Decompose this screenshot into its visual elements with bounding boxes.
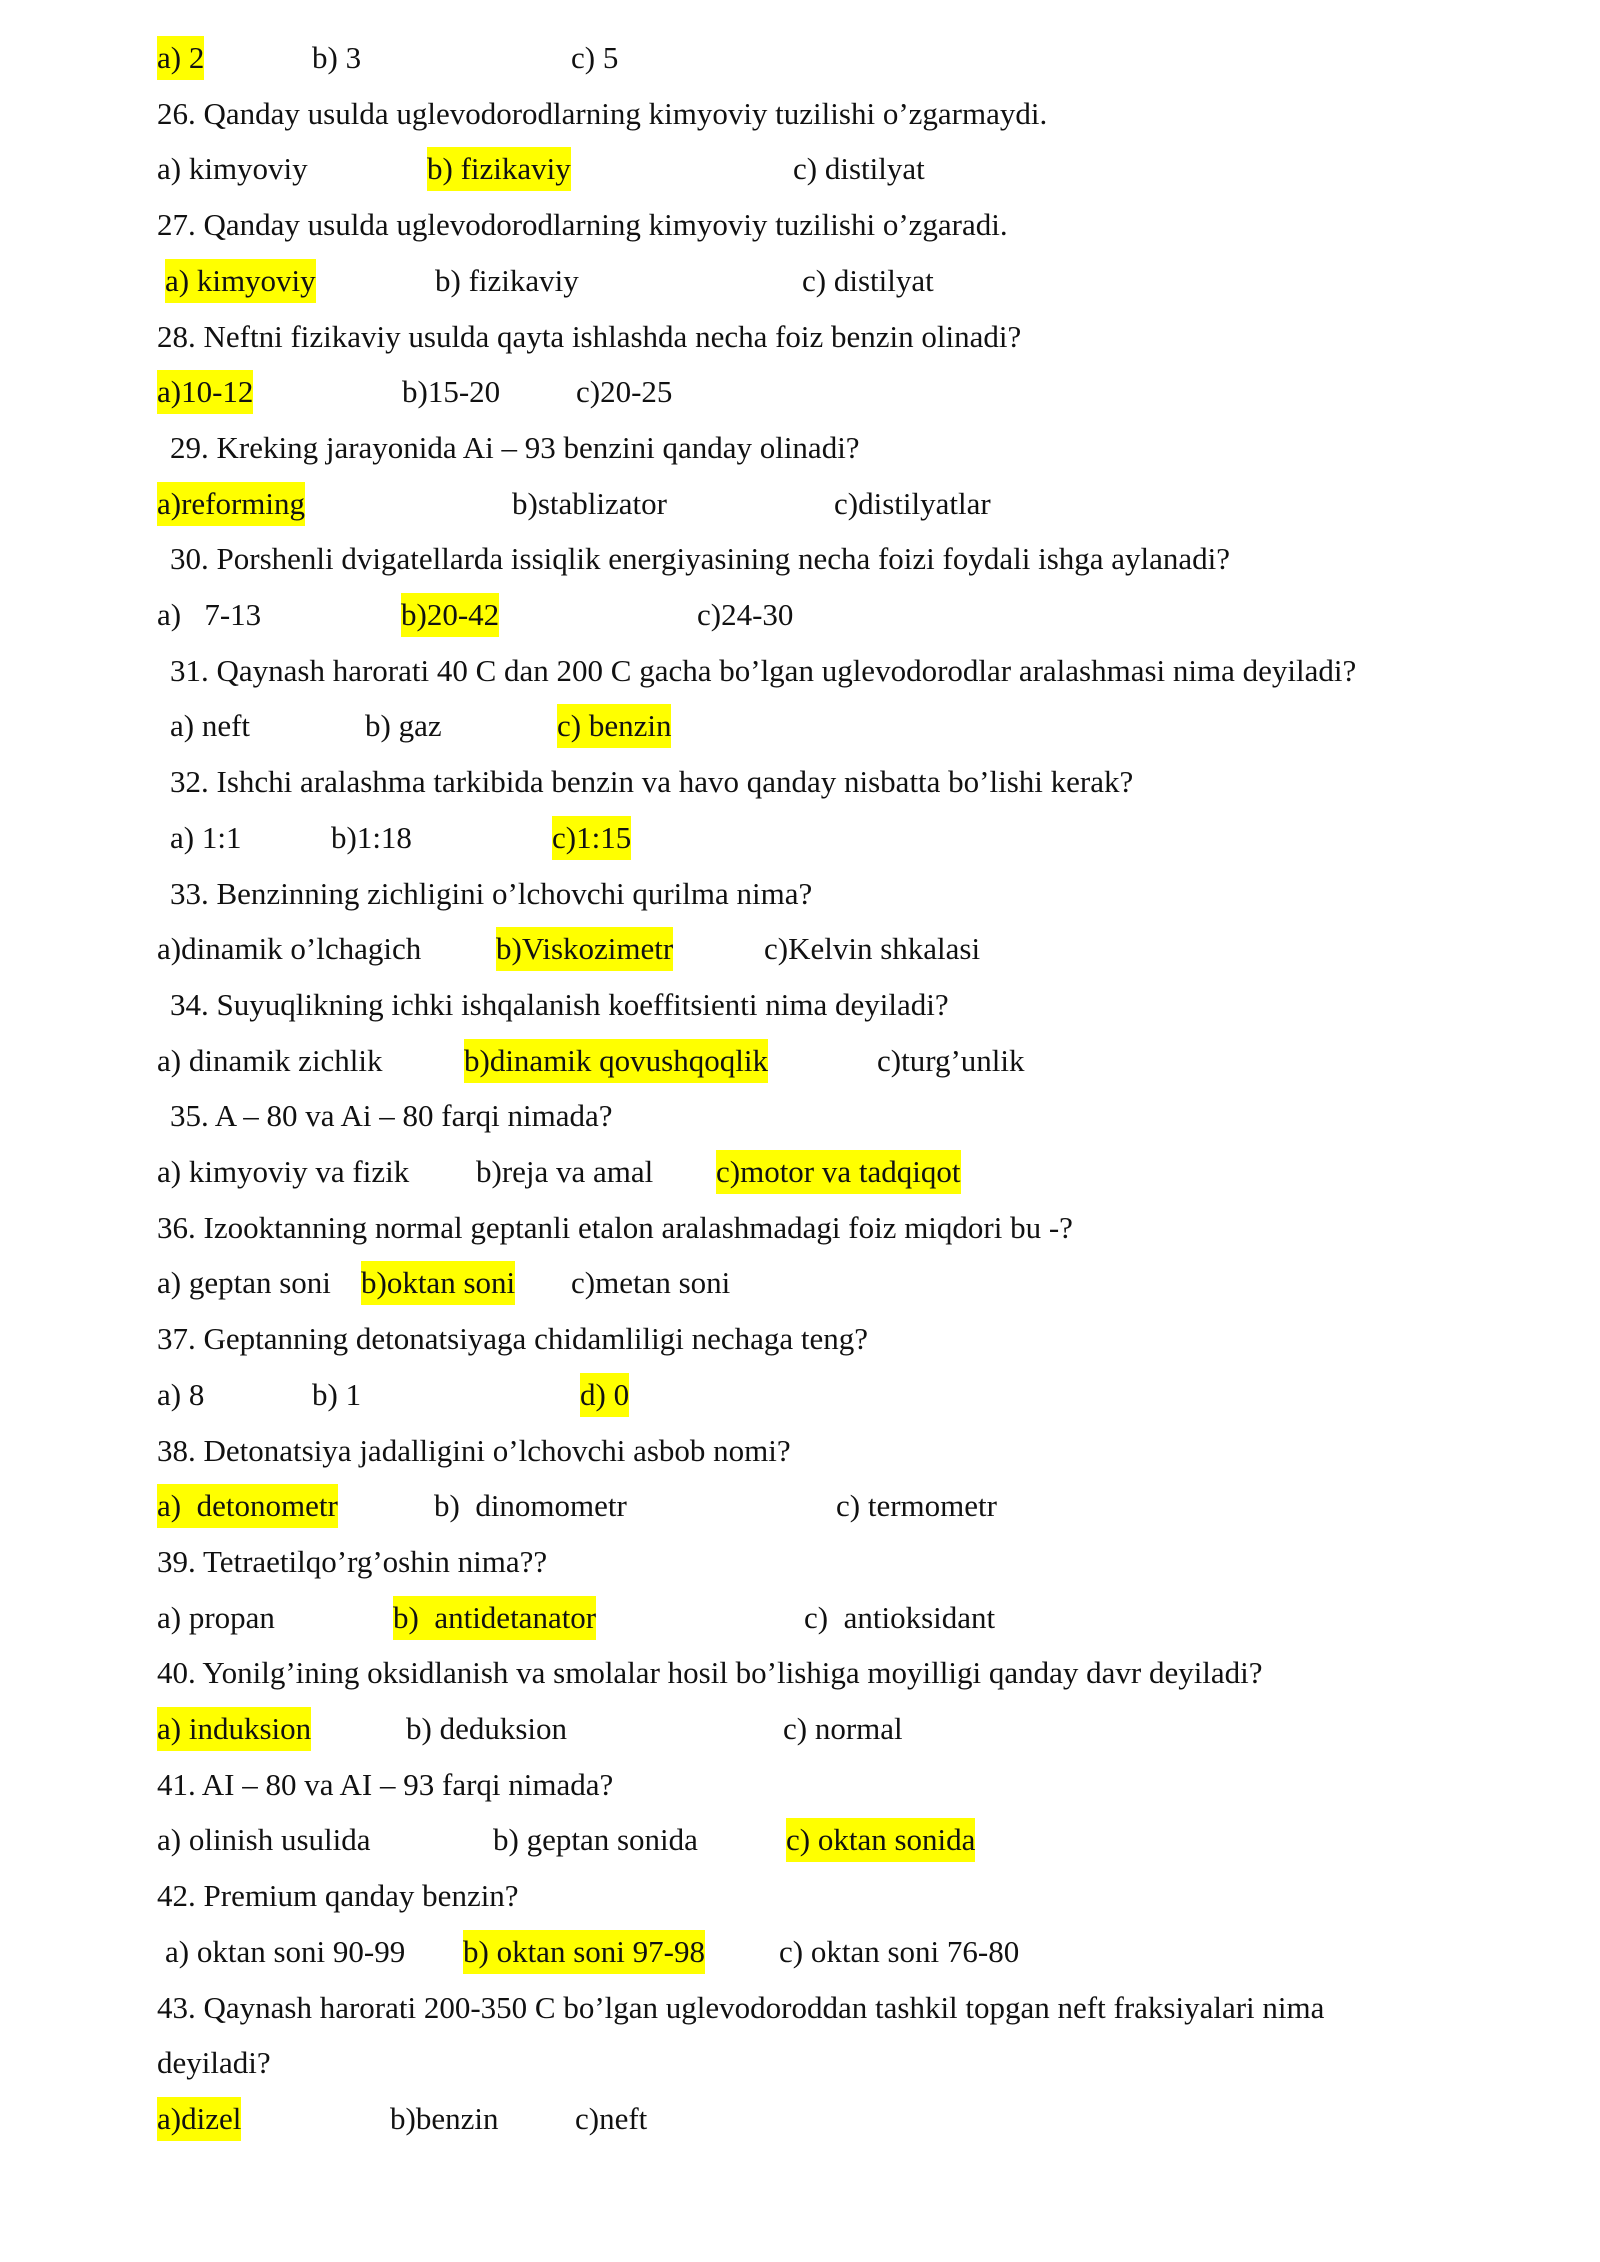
answer-option: a) oktan soni 90-99 bbox=[165, 1933, 406, 1969]
answer-option-correct: b) antidetanator bbox=[393, 1596, 596, 1640]
answer-option: c) antioksidant bbox=[804, 1599, 996, 1635]
answer-option: a) 1:1 bbox=[170, 819, 242, 855]
question-text: 36. Izooktanning normal geptanli etalon aralashmadagi foiz miqdori bu -? bbox=[157, 1209, 1073, 1245]
answer-option: b) gaz bbox=[365, 708, 442, 744]
answer-option: c)turg’unlik bbox=[877, 1042, 1025, 1078]
question-text: 39. Tetraetilqo’rg’oshin nima?? bbox=[157, 1543, 548, 1579]
answer-option: b)15-20 bbox=[402, 374, 501, 410]
answer-option-correct: c)motor va tadqiqot bbox=[716, 1150, 961, 1194]
answer-option: b) 1 bbox=[312, 1376, 362, 1412]
answer-option-correct: b) oktan soni 97-98 bbox=[463, 1930, 705, 1974]
answer-option: b) 3 bbox=[312, 40, 362, 75]
answer-option-correct: a) induksion bbox=[157, 1707, 311, 1751]
question-text: 33. Benzinning zichligini o’lchovchi qurilma nima? bbox=[170, 875, 813, 911]
question-text: deyiladi? bbox=[157, 2045, 271, 2081]
answer-option: a) olinish usulida bbox=[157, 1822, 371, 1858]
answer-option: b)1:18 bbox=[331, 819, 412, 855]
question-text: 34. Suyuqlikning ichki ishqalanish koeffitsienti nima deyiladi? bbox=[170, 986, 949, 1022]
answer-option-correct: b)dinamik qovushqoqlik bbox=[464, 1039, 768, 1083]
answer-option: a) dinamik zichlik bbox=[157, 1042, 383, 1078]
answer-option: b)reja va amal bbox=[476, 1154, 654, 1189]
question-text: 31. Qaynash harorati 40 C dan 200 C gacha bo’lgan uglevodorodlar aralashmasi nima deyiladi? bbox=[170, 652, 1357, 688]
question-text: 40. Yonilg’ining oksidlanish va smolalar hosil bo’lishiga moyilligi qanday davr deyiladi? bbox=[157, 1655, 1263, 1691]
answer-option-correct: b)20-42 bbox=[401, 593, 499, 637]
answer-option-correct: b)oktan soni bbox=[361, 1261, 515, 1305]
answer-option: c) distilyat bbox=[793, 151, 925, 187]
question-text: 29. Kreking jarayonida Ai – 93 benzini qanday olinadi? bbox=[170, 429, 860, 465]
answer-option: b)stablizator bbox=[512, 485, 667, 521]
answer-option: c) oktan soni 76-80 bbox=[779, 1933, 1020, 1969]
answer-option-correct: b) fizikaviy bbox=[427, 147, 571, 191]
answer-option-correct: a) detonometr bbox=[157, 1484, 338, 1528]
answer-option-correct: a)reforming bbox=[157, 482, 305, 526]
question-text: 43. Qaynash harorati 200-350 C bo’lgan uglevodoroddan tashkil topgan neft fraksiyalari nima bbox=[157, 1989, 1325, 2025]
answer-option: c)24-30 bbox=[697, 597, 794, 632]
answer-option: b) geptan sonida bbox=[493, 1822, 698, 1858]
question-text: 37. Geptanning detonatsiyaga chidamliligi nechaga teng? bbox=[157, 1321, 869, 1357]
answer-option: b) dinomometr bbox=[434, 1488, 627, 1524]
answer-option: a) kimyoviy bbox=[157, 151, 308, 187]
answer-option: c)distilyatlar bbox=[834, 485, 991, 521]
answer-option-correct: c) oktan sonida bbox=[786, 1818, 975, 1862]
question-text: 27. Qanday usulda uglevodorodlarning kimyoviy tuzilishi o’zgaradi. bbox=[157, 207, 1008, 243]
question-text: 42. Premium qanday benzin? bbox=[157, 1878, 519, 1914]
answer-option-correct: c) benzin bbox=[557, 704, 671, 748]
question-text: 38. Detonatsiya jadalligini o’lchovchi asbob nomi? bbox=[157, 1432, 791, 1468]
answer-option-correct: b)Viskozimetr bbox=[496, 927, 673, 971]
answer-option: c) normal bbox=[783, 1711, 903, 1746]
answer-option-correct: a) 2 bbox=[157, 36, 204, 80]
answer-option: c)20-25 bbox=[576, 374, 673, 410]
question-text: 26. Qanday usulda uglevodorodlarning kimyoviy tuzilishi o’zgarmaydi. bbox=[157, 95, 1048, 131]
answer-option: a) geptan soni bbox=[157, 1265, 331, 1301]
answer-option: c) termometr bbox=[836, 1488, 997, 1524]
answer-option: c)Kelvin shkalasi bbox=[764, 931, 981, 967]
answer-option: c) distilyat bbox=[802, 262, 934, 298]
question-text: 30. Porshenli dvigatellarda issiqlik energiyasining necha foizi foydali ishga aylanadi? bbox=[170, 541, 1231, 577]
question-text: 41. AI – 80 va AI – 93 farqi nimada? bbox=[157, 1766, 614, 1802]
answer-option: a) neft bbox=[170, 708, 251, 744]
answer-option: a) 8 bbox=[157, 1376, 205, 1412]
answer-option: a) 7-13 bbox=[157, 597, 262, 632]
answer-option-correct: a)dizel bbox=[157, 2097, 241, 2141]
answer-option: c) 5 bbox=[571, 40, 619, 75]
answer-option-correct: a) kimyoviy bbox=[165, 259, 316, 303]
answer-option: a)dinamik o’lchagich bbox=[157, 931, 422, 967]
answer-option: a) kimyoviy va fizik bbox=[157, 1154, 410, 1189]
answer-option-correct: d) 0 bbox=[580, 1373, 629, 1417]
answer-option: b) deduksion bbox=[406, 1711, 568, 1746]
answer-option: c)neft bbox=[575, 2100, 648, 2136]
question-text: 32. Ishchi aralashma tarkibida benzin va havo qanday nisbatta bo’lishi kerak? bbox=[170, 764, 1134, 800]
answer-option: b)benzin bbox=[390, 2100, 499, 2136]
answer-option: b) fizikaviy bbox=[435, 262, 579, 298]
answer-option: a) propan bbox=[157, 1599, 275, 1635]
question-text: 28. Neftni fizikaviy usulda qayta ishlashda necha foiz benzin olinadi? bbox=[157, 318, 1022, 354]
answer-option-correct: a)10-12 bbox=[157, 370, 253, 414]
answer-option-correct: c)1:15 bbox=[552, 816, 631, 860]
answer-option: c)metan soni bbox=[571, 1265, 731, 1301]
question-text: 35. A – 80 va Ai – 80 farqi nimada? bbox=[170, 1098, 613, 1134]
